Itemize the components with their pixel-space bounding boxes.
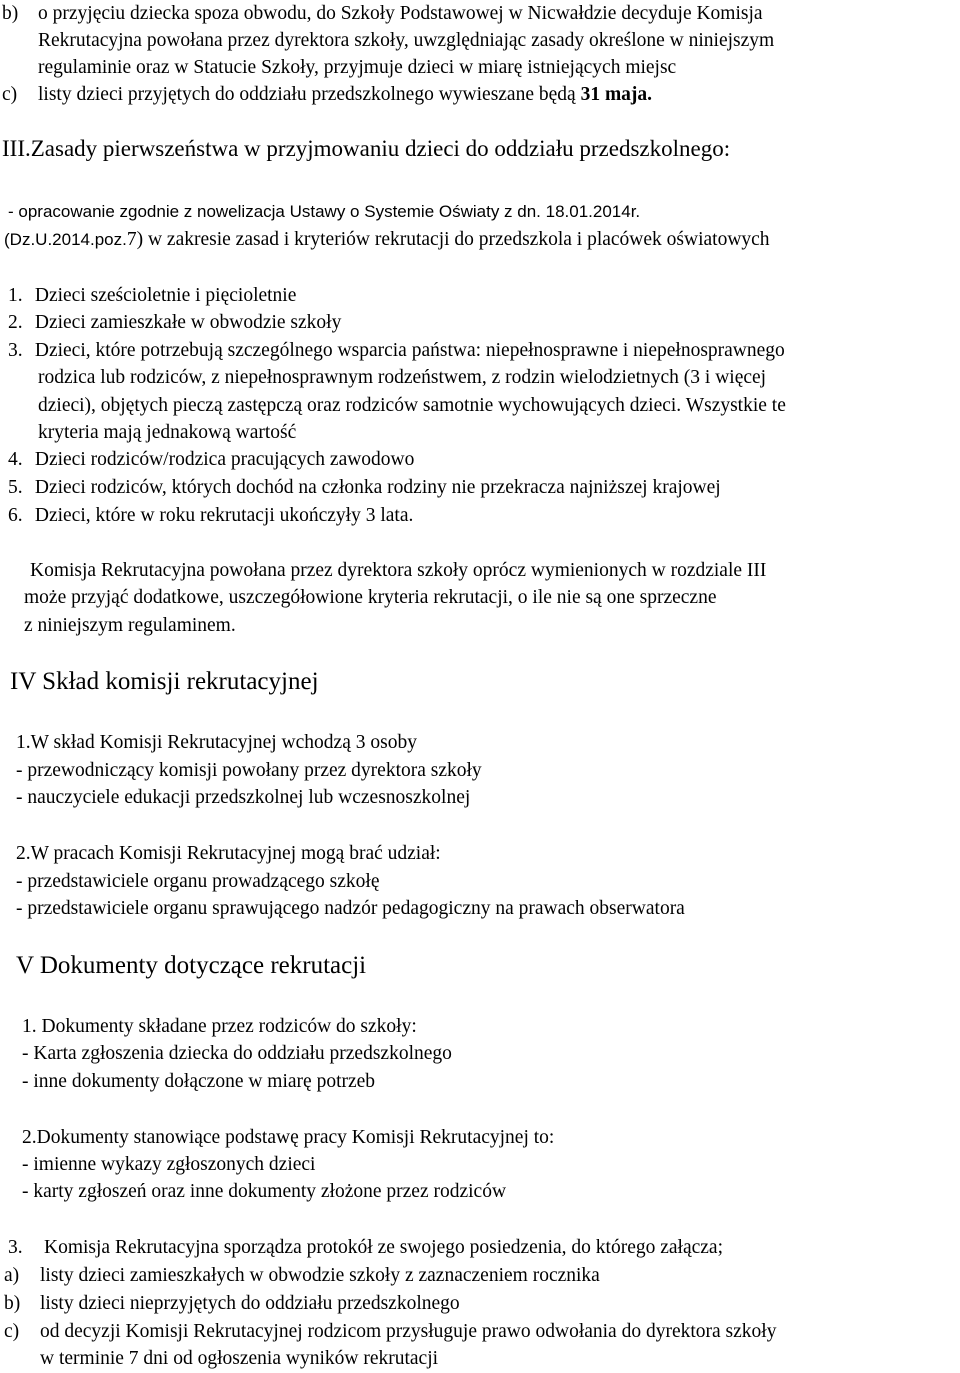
list-text: od decyzji Komisji Rekrutacyjnej rodzicom przysługuje prawo odwołania do dyrektora szkoły [40,1321,777,1342]
section-number: III. [2,136,31,161]
section-5-point1-b: - inne dokumenty dołączone w miarę potrzeb [22,1071,376,1092]
item-number: 1. [8,285,23,306]
legal-note-text: 7) w zakresie zasad i kryteriów rekrutacji do przedszkola i placówek oświatowych [126,229,770,250]
section-4-point1-a: - przewodniczący komisji powołany przez dyrektora szkoły [16,760,482,781]
list-label: b) [2,3,19,24]
list-text: listy dzieci zamieszkałych w obwodzie szkoły z zaznaczeniem rocznika [40,1265,600,1286]
item-number: 6. [8,505,23,526]
section-4-point1-b: - nauczyciele edukacji przedszkolnej lub wczesnoszkolnej [16,787,471,808]
item-text: Dzieci, które potrzebują szczególnego wsparcia państwa: niepełnosprawne i niepełnosprawnego [34,340,785,361]
criteria-item-4 [8,446,414,473]
legal-note-line2 [4,226,770,253]
section-title: Zasady pierwszeństwa w przyjmowaniu dzieci do oddziału przedszkolnego: [30,136,731,161]
section-5-item-b [4,1290,460,1317]
legal-note-line1: - opracowanie zgodnie z nowelizacja Ustawy o Systemie Oświaty z dn. 18.01.2014r. [8,202,641,221]
section-4-point1: 1.W skład Komisji Rekrutacyjnej wchodzą 3 osoby [16,732,417,753]
criteria-item-6 [8,502,413,529]
criteria-item-3-line4: kryteria mają jednakową wartość [38,422,297,443]
paragraph-line1: Komisja Rekrutacyjna powołana przez dyrektora szkoły oprócz wymienionych w rozdziale III [30,560,767,581]
list-label: c) [4,1321,20,1342]
criteria-item-1 [8,282,296,309]
list-item-c [2,81,652,108]
section-5-point1-a: - Karta zgłoszenia dziecka do oddziału przedszkolnego [22,1043,452,1064]
legal-reference: (Dz.U.2014.poz. [4,230,127,249]
criteria-item-3-line2: rodzica lub rodziców, z niepełnosprawnym rodzeństwem, z rodzin wielodzietnych (3 i więcej [38,367,767,388]
section-5-point2-b: - karty zgłoszeń oraz inne dokumenty złożone przez rodziców [22,1181,507,1202]
section-5-point1: 1. Dokumenty składane przez rodziców do szkoły: [22,1016,417,1037]
item-number: 5. [8,477,23,498]
section-5-item-c [4,1318,776,1345]
list-text: listy dzieci nieprzyjętych do oddziału przedszkolnego [40,1293,460,1314]
paragraph-line2: może przyjąć dodatkowe, uszczegółowione kryteria rekrutacji, o ile nie są one sprzeczne [24,587,717,608]
paragraph-line3: z niniejszym regulaminem. [24,615,236,636]
item-number: 3. [8,340,23,361]
item-text: Komisja Rekrutacyjna sporządza protokół ze swojego posiedzenia, do którego załącza; [44,1237,723,1258]
section-5-point3 [8,1234,723,1261]
list-text: listy dzieci przyjętych do oddziału przedszkolnego wywieszane będą [38,84,576,105]
list-item-b-line2: Rekrutacyjna powołana przez dyrektora szkoły, uwzględniając zasady określone w niniejszym [38,30,775,51]
list-item-b [2,0,763,27]
item-number: 2. [8,312,23,333]
section-3-heading [2,135,730,162]
section-5-heading: V Dokumenty dotyczące rekrutacji [16,952,367,979]
section-5-item-a [4,1262,600,1289]
item-number: 4. [8,449,23,470]
section-5-point2-a: - imienne wykazy zgłoszonych dzieci [22,1154,316,1175]
criteria-item-5 [8,474,721,501]
section-5-point2: 2.Dokumenty stanowiące podstawę pracy Komisji Rekrutacyjnej to: [22,1127,555,1148]
list-label: c) [2,84,18,105]
item-text: Dzieci zamieszkałe w obwodzie szkoły [34,312,342,333]
section-4-point2-b: - przedstawiciele organu sprawującego nadzór pedagogiczny na prawach obserwatora [16,898,685,919]
criteria-item-3-line3: dzieci), objętych pieczą zastępczą oraz rodziców samotnie wychowujących dzieci. Wszystkie te [38,395,786,416]
section-4-point2: 2.W pracach Komisji Rekrutacyjnej mogą brać udział: [16,843,441,864]
criteria-item-2 [8,309,341,336]
criteria-item-3 [8,337,785,364]
date-emphasis: 31 maja. [580,84,653,105]
item-number: 3. [8,1237,23,1258]
section-4-point2-a: - przedstawiciele organu prowadzącego szkołę [16,871,380,892]
item-text: Dzieci, które w roku rekrutacji ukończyły 3 lata. [34,505,414,526]
list-text: o przyjęciu dziecka spoza obwodu, do Szkoły Podstawowej w Nicwałdzie decyduje Komisja [38,3,763,24]
item-text: Dzieci rodziców, których dochód na członka rodziny nie przekracza najniższej krajowej [34,477,721,498]
list-label: b) [4,1293,21,1314]
section-4-heading: IV Skład komisji rekrutacyjnej [10,668,319,695]
item-text: Dzieci sześcioletnie i pięcioletnie [34,285,297,306]
list-item-b-line3: regulaminie oraz w Statucie Szkoły, przyjmuje dzieci w miarę istniejących miejsc [38,57,677,78]
item-text: Dzieci rodziców/rodzica pracujących zawodowo [34,449,415,470]
list-label: a) [4,1265,20,1286]
section-5-item-c-line2: w terminie 7 dni od ogłoszenia wyników rekrutacji [40,1348,439,1369]
